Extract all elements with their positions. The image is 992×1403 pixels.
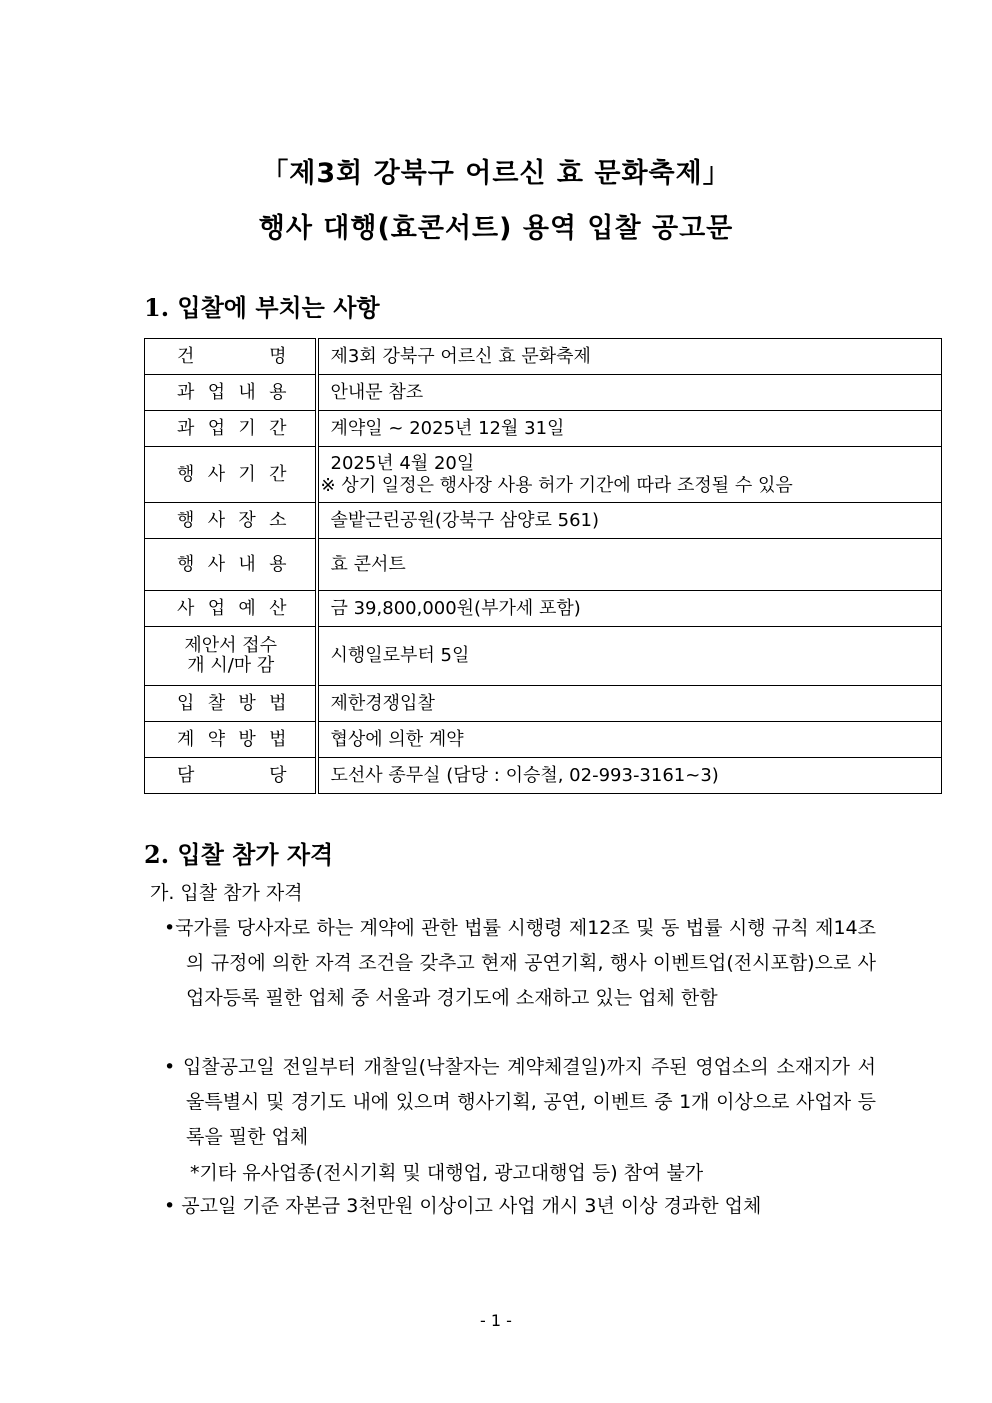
row-value: 협상에 의한 계약 xyxy=(317,722,942,758)
row-label: 입 찰 방 법 xyxy=(145,686,317,722)
row-value: 계약일 ~ 2025년 12월 31일 xyxy=(317,411,942,447)
row-label: 행 사 기 간 xyxy=(145,447,317,503)
row-value: 제3회 강북구 어르신 효 문화축제 xyxy=(317,339,942,375)
row-value: 제한경쟁입찰 xyxy=(317,686,942,722)
row-value: 솔밭근린공원(강북구 삼양로 561) xyxy=(317,503,942,539)
page-number: - 1 - xyxy=(480,1311,512,1330)
table-row xyxy=(145,686,942,722)
row-label: 행 사 내 용 xyxy=(145,539,317,591)
section-1-heading: 1. 입찰에 부치는 사항 xyxy=(144,293,380,322)
table-row xyxy=(145,375,942,411)
title-line-1: 「제3회 강북구 어르신 효 문화축제」 xyxy=(261,158,731,189)
row-label xyxy=(145,627,317,686)
table-row xyxy=(145,758,942,794)
eligibility-bullet-1: •국가를 당사자로 하는 계약에 관한 법률 시행령 제12조 및 동 법률 시행 규칙 제14조의 규정에 의한 자격 조건을 갖추고 현재 공연기획, 행사 이벤트업(전시포함)으로 사업자등록 필한 업체 중 서울과 경기도에 소재하고 있는 업체 한함 xyxy=(164,917,876,1009)
table-row xyxy=(145,339,942,375)
eligibility-bullet-2: • 입찰공고일 전일부터 개찰일(낙찰자는 계약체결일)까지 주된 영업소의 소재지가 서울특별시 및 경기도 내에 있으며 행사기획, 공연, 이벤트 중 1개 이상으로 사업자 등록을 필한 업체 xyxy=(164,1056,876,1148)
row-label: 과 업 내 용 xyxy=(145,375,317,411)
event-date-note: ※ 상기 일정은 행사장 사용 허가 기간에 따라 조정될 수 있음 xyxy=(320,474,793,496)
table-row xyxy=(145,539,942,591)
title-line-2: 행사 대행(효콘서트) 용역 입찰 공고문 xyxy=(258,213,734,244)
row-label-line-2: 개 시/마 감 xyxy=(187,655,275,676)
document-title xyxy=(0,160,992,243)
table-row xyxy=(145,627,942,686)
bid-info-table xyxy=(144,338,942,794)
eligibility-note: *기타 유사업종(전시기획 및 대행업, 광고대행업 등) 참여 불가 xyxy=(190,1162,704,1184)
row-value: 안내문 참조 xyxy=(317,375,942,411)
row-label-line-1: 제안서 접수 xyxy=(184,635,278,656)
row-value: 효 콘서트 xyxy=(317,539,942,591)
table-row xyxy=(145,722,942,758)
row-value: 금 39,800,000원(부가세 포함) xyxy=(317,591,942,627)
eligibility-bullet-3: • 공고일 기준 자본금 3천만원 이상이고 사업 개시 3년 이상 경과한 업체 xyxy=(164,1195,762,1217)
row-label: 건 명 xyxy=(145,339,317,375)
event-date: 2025년 4월 20일 xyxy=(330,452,475,474)
row-value: 시행일로부터 5일 xyxy=(317,627,942,686)
table-row xyxy=(145,447,942,503)
section-2-heading: 2. 입찰 참가 자격 xyxy=(144,840,334,869)
row-label: 계 약 방 법 xyxy=(145,722,317,758)
row-value: 도선사 종무실 (담당 : 이승철, 02-993-3161~3) xyxy=(317,758,942,794)
table-row xyxy=(145,591,942,627)
row-label: 사 업 예 산 xyxy=(145,591,317,627)
row-label: 담 당 xyxy=(145,758,317,794)
table-row xyxy=(145,411,942,447)
table-row xyxy=(145,503,942,539)
row-label: 과 업 기 간 xyxy=(145,411,317,447)
section-2-subheading: 가. 입찰 참가 자격 xyxy=(150,882,303,904)
row-value xyxy=(317,447,942,503)
row-label: 행 사 장 소 xyxy=(145,503,317,539)
